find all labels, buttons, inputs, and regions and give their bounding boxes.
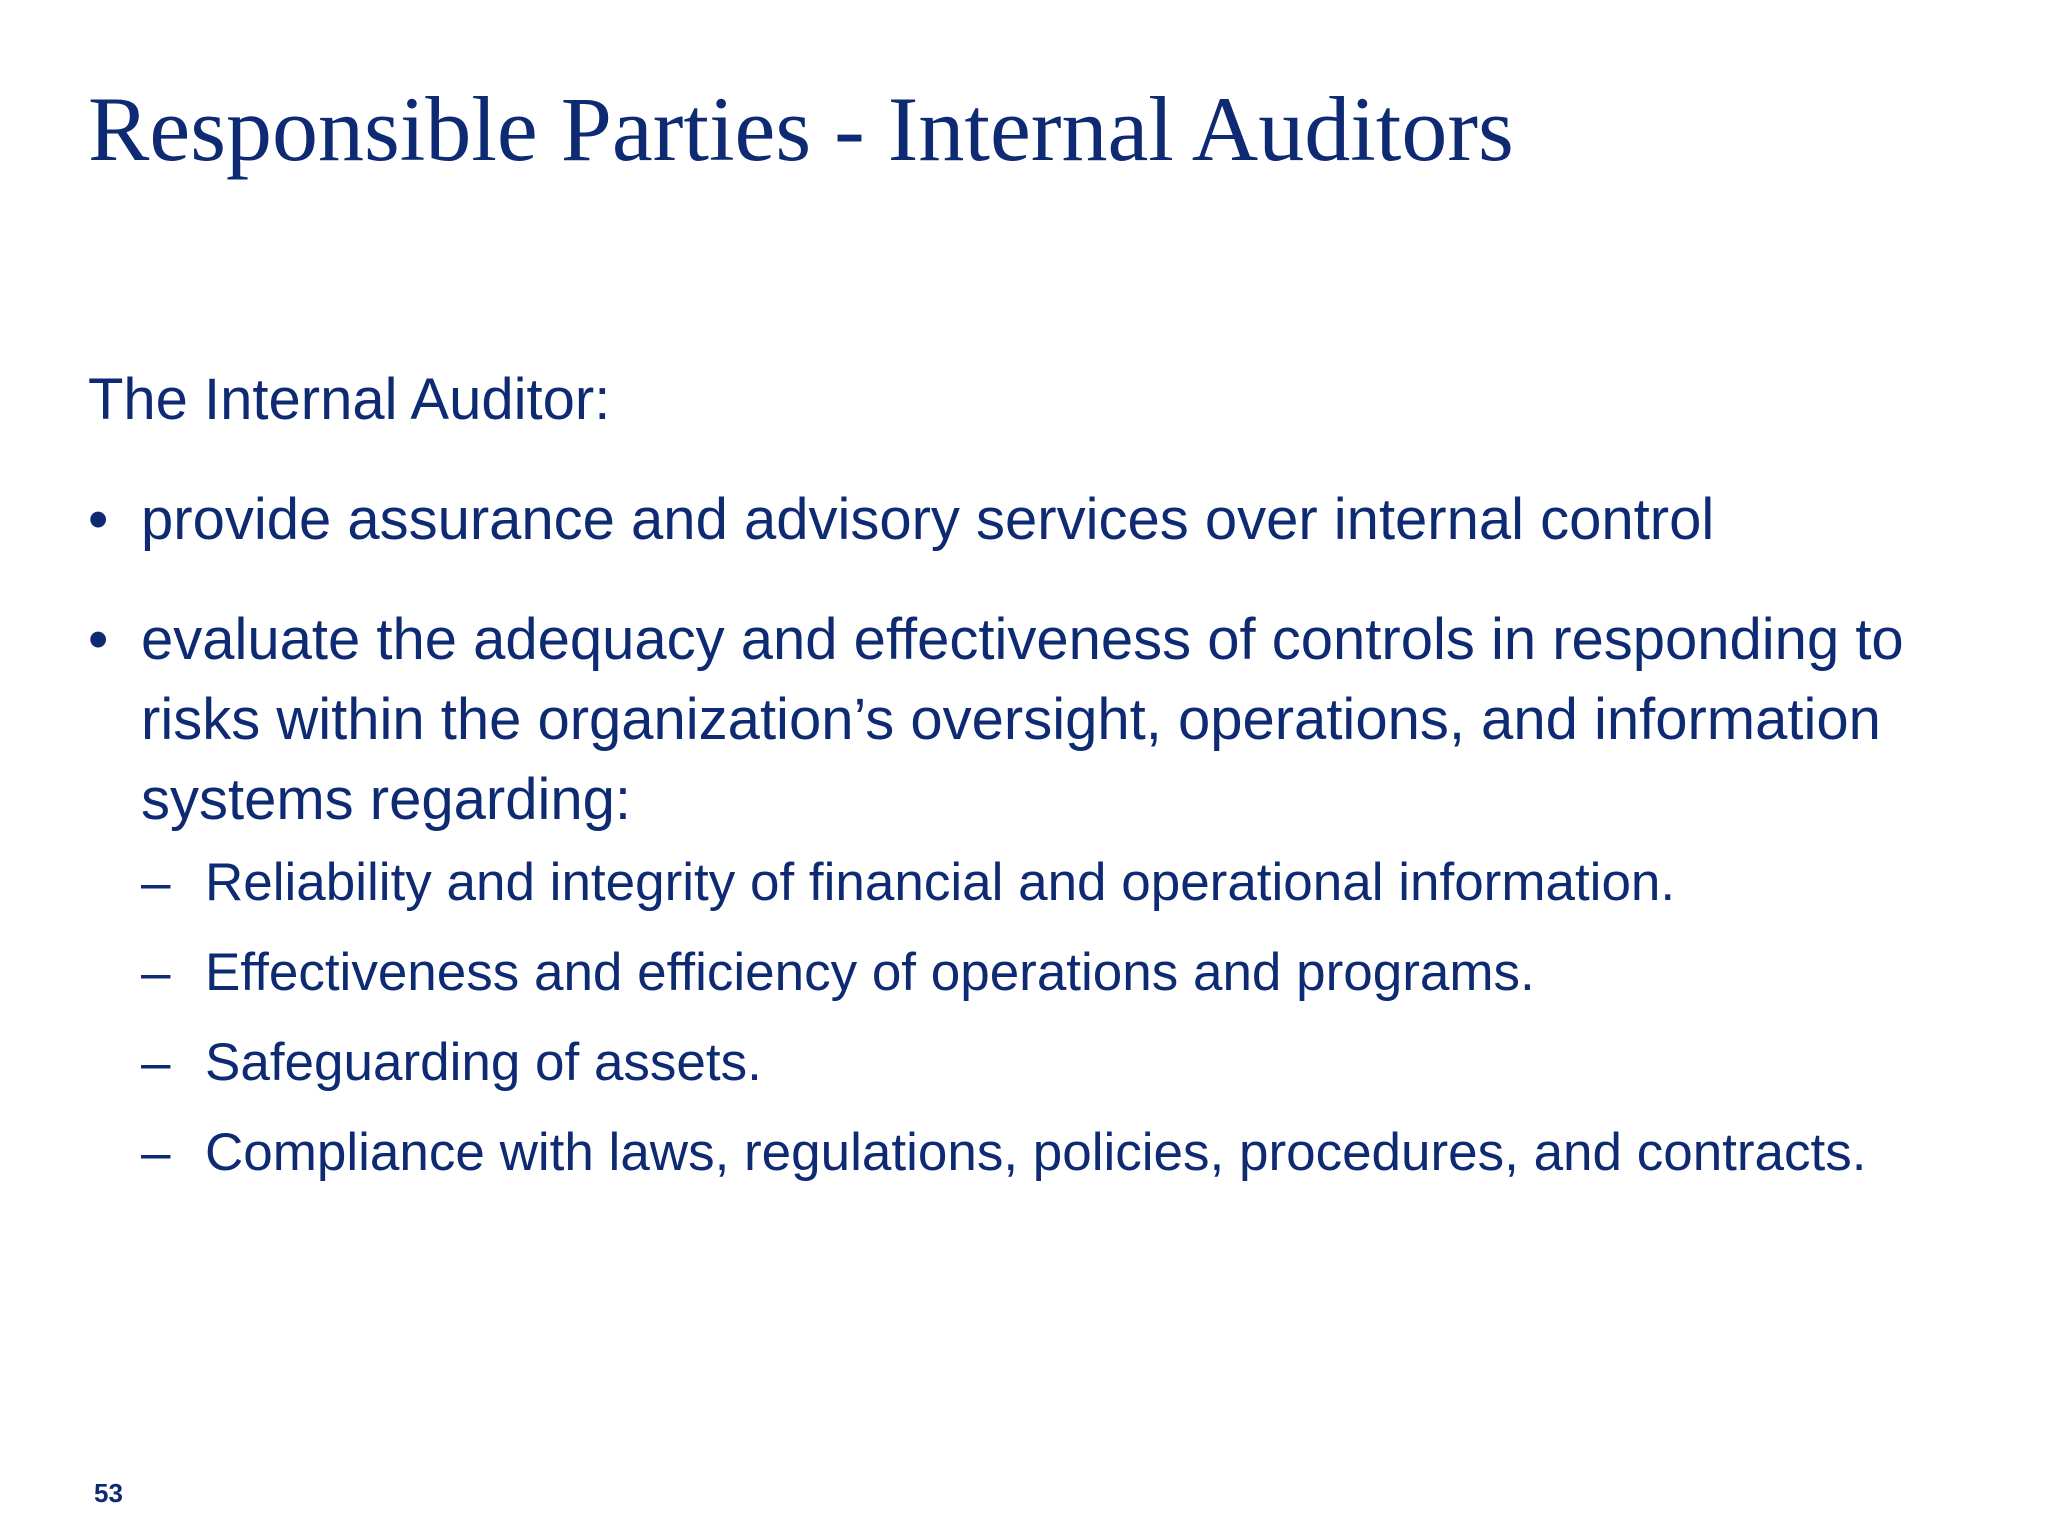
bullet-symbol: • xyxy=(88,607,109,672)
sub-bullet-item xyxy=(141,1026,1988,1100)
bullet-text: evaluate the adequacy and effectiveness of controls in responding to risks within the organization’s oversight, operations, and information systems regarding: xyxy=(141,607,1904,832)
bullet-symbol: • xyxy=(88,487,109,552)
bullet-text: provide assurance and advisory services over internal control xyxy=(141,487,1715,552)
sub-bullet-symbol: – xyxy=(141,943,171,1002)
sub-bullet-item xyxy=(141,1116,1988,1190)
sub-bullet-item xyxy=(141,936,1988,1010)
bullet-item xyxy=(88,600,1988,1190)
bullet-list xyxy=(88,480,1988,1190)
sub-bullet-symbol: – xyxy=(141,853,171,912)
slide-title: Responsible Parties - Internal Auditors xyxy=(88,78,1514,180)
sub-bullet-text: Compliance with laws, regulations, policies, procedures, and contracts. xyxy=(205,1123,1867,1182)
sub-bullet-item xyxy=(141,846,1988,920)
bullet-item xyxy=(88,480,1988,560)
slide-body xyxy=(88,360,1988,1230)
sub-bullet-text: Safeguarding of assets. xyxy=(205,1033,762,1092)
sub-bullet-text: Effectiveness and efficiency of operations and programs. xyxy=(205,943,1535,1002)
page-number: 53 xyxy=(94,1478,123,1508)
sub-bullet-symbol: – xyxy=(141,1033,171,1092)
intro-text: The Internal Auditor: xyxy=(88,367,611,432)
sub-bullet-list xyxy=(141,846,1988,1190)
sub-bullet-symbol: – xyxy=(141,1123,171,1182)
sub-bullet-text: Reliability and integrity of financial and operational information. xyxy=(205,853,1676,912)
